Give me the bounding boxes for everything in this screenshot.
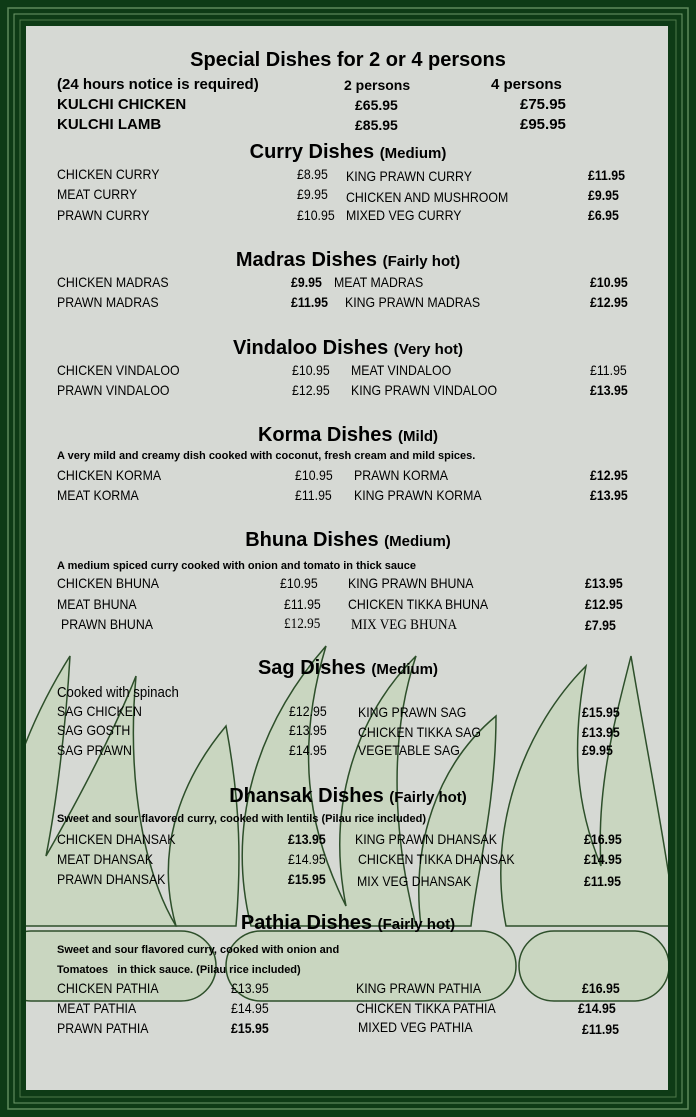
menu-item-name: SAG GOSTH xyxy=(57,722,131,738)
menu-item-price: £10.95 xyxy=(295,467,333,483)
menu-item-name: SAG PRAWN xyxy=(57,742,132,758)
menu-item-name: MEAT VINDALOO xyxy=(351,362,452,378)
menu-item-price: £10.95 xyxy=(280,575,318,591)
menu-item-name: KING PRAWN VINDALOO xyxy=(351,382,498,398)
menu-item-price: £12.95 xyxy=(292,382,330,398)
menu-item-price: £11.95 xyxy=(588,167,626,183)
menu-item-price: £12.95 xyxy=(585,596,623,612)
menu-item-price: £13.95 xyxy=(590,382,628,398)
menu-item-price: £9.95 xyxy=(582,742,613,758)
curry-heading xyxy=(0,141,696,165)
menu-item-price: £11.95 xyxy=(284,596,321,612)
menu-item-price: £9.95 xyxy=(291,274,322,290)
menu-item-price: £15.95 xyxy=(582,704,620,720)
curry-title: Curry Dishes xyxy=(249,141,375,163)
menu-item-name: CHICKEN TIKKA SAG xyxy=(358,724,482,740)
menu-item-price: £12.95 xyxy=(590,294,628,310)
sag-title: Sag Dishes xyxy=(257,657,366,679)
menu-item-name: MEAT PATHIA xyxy=(57,1000,137,1016)
menu-item-price: £9.95 xyxy=(588,187,619,203)
special-item-name: KULCHI CHICKEN xyxy=(57,96,187,113)
sag-heading xyxy=(0,657,696,681)
menu-item-name: CHICKEN DHANSAK xyxy=(57,831,176,847)
menu-item-name: PRAWN CURRY xyxy=(57,207,150,223)
menu-item-price: £13.95 xyxy=(288,831,326,847)
menu-item-name: CHICKEN CURRY xyxy=(57,166,160,182)
bhuna-heading xyxy=(0,529,696,553)
menu-item-price: £16.95 xyxy=(584,831,622,847)
menu-item-price: £8.95 xyxy=(297,166,328,182)
korma-description: A very mild and creamy dish cooked with coconut, fresh cream and mild spices. xyxy=(57,450,476,462)
menu-item-name: MIX VEG DHANSAK xyxy=(357,873,472,889)
menu-item-name: CHICKEN KORMA xyxy=(57,467,162,483)
madras-heading xyxy=(0,249,696,273)
pathia-heading xyxy=(0,912,696,936)
dhansak-heat: (Fairly hot) xyxy=(389,789,467,806)
dhansak-heading xyxy=(0,785,696,809)
menu-item-price: £10.95 xyxy=(590,274,628,290)
menu-item-price: £11.95 xyxy=(291,294,329,310)
special-col-2-persons: 2 persons xyxy=(344,77,411,93)
menu-item-name: MEAT DHANSAK xyxy=(57,851,154,867)
menu-item-price: £13.95 xyxy=(231,980,269,996)
menu-item-name: KING PRAWN PATHIA xyxy=(356,980,482,996)
menu-item-name: CHICKEN VINDALOO xyxy=(57,362,180,378)
menu-item-name: KING PRAWN SAG xyxy=(358,704,467,720)
special-col-4-persons: 4 persons xyxy=(491,76,562,93)
menu-item-name: MEAT KORMA xyxy=(57,487,139,503)
menu-item-price: £14.95 xyxy=(578,1000,616,1016)
menu-item-price: £10.95 xyxy=(297,207,335,223)
menu-item-price: £14.95 xyxy=(584,851,622,867)
dhansak-title: Dhansak Dishes xyxy=(229,785,384,807)
menu-item-name: MIX VEG BHUNA xyxy=(351,617,458,633)
menu-item-name: PRAWN MADRAS xyxy=(57,294,159,310)
sag-description: Cooked with spinach xyxy=(57,684,179,701)
menu-item-name: KING PRAWN CURRY xyxy=(346,168,472,184)
vindaloo-heat: (Very hot) xyxy=(393,341,463,358)
menu-item-price: £11.95 xyxy=(582,1021,620,1037)
menu-item-name: MIXED VEG CURRY xyxy=(346,207,462,223)
menu-item-name: CHICKEN MADRAS xyxy=(57,274,169,290)
pathia-title: Pathia Dishes xyxy=(240,912,373,934)
menu-item-name: PRAWN BHUNA xyxy=(61,616,153,632)
special-item-price-4: £95.95 xyxy=(520,116,566,133)
madras-title: Madras Dishes xyxy=(235,249,378,271)
menu-item-name: MEAT CURRY xyxy=(57,186,138,202)
menu-item-name: VEGETABLE SAG xyxy=(358,742,460,758)
menu-item-price: £14.95 xyxy=(231,1000,269,1016)
korma-heat: (Mild) xyxy=(398,428,439,445)
menu-item-price: £10.95 xyxy=(292,362,330,378)
menu-item-price: £13.95 xyxy=(590,487,628,503)
bhuna-description: A medium spiced curry cooked with onion and tomato in thick sauce xyxy=(57,560,416,572)
korma-title: Korma Dishes xyxy=(257,424,393,446)
menu-item-name: KING PRAWN KORMA xyxy=(354,487,482,503)
menu-item-name: MEAT BHUNA xyxy=(57,596,137,612)
menu-item-price: £11.95 xyxy=(295,487,332,503)
menu-item-name: KING PRAWN BHUNA xyxy=(348,575,474,591)
vindaloo-heading xyxy=(0,337,696,361)
menu-item-price: £16.95 xyxy=(582,980,620,996)
menu-item-price: £11.95 xyxy=(584,873,622,889)
menu-item-name: PRAWN VINDALOO xyxy=(57,382,170,398)
menu-item-name: PRAWN PATHIA xyxy=(57,1020,149,1036)
pathia-description-line-1: Sweet and sour flavored curry, cooked with onion and xyxy=(57,944,340,956)
menu-item-price: £13.95 xyxy=(289,722,327,738)
menu-item-name: CHICKEN PATHIA xyxy=(57,980,159,996)
menu-item-price: £13.95 xyxy=(585,575,623,591)
special-note: (24 hours notice is required) xyxy=(57,76,259,93)
menu-item-price: £15.95 xyxy=(288,871,326,887)
pathia-description-line-2: Tomatoes in thick sauce. (Pilau rice included) xyxy=(57,964,301,976)
vindaloo-title: Vindaloo Dishes xyxy=(233,337,389,359)
menu-item-name: PRAWN DHANSAK xyxy=(57,871,166,887)
special-item-price-4: £75.95 xyxy=(520,96,566,113)
menu-item-price: £6.95 xyxy=(588,207,619,223)
curry-heat: (Medium) xyxy=(379,145,447,162)
special-item-name: KULCHI LAMB xyxy=(57,116,162,133)
menu-item-price: £12.95 xyxy=(284,616,321,632)
special-item-price-2: £65.95 xyxy=(355,97,398,113)
menu-item-price: £12.95 xyxy=(289,703,327,719)
menu-item-name: CHICKEN TIKKA PATHIA xyxy=(356,1000,496,1016)
menu-item-price: £14.95 xyxy=(289,742,327,758)
menu-item-name: CHICKEN TIKKA DHANSAK xyxy=(358,851,515,867)
menu-item-name: CHICKEN AND MUSHROOM xyxy=(346,189,509,205)
menu-item-price: £11.95 xyxy=(590,362,627,378)
pathia-heat: (Fairly hot) xyxy=(377,916,456,933)
bhuna-title: Bhuna Dishes xyxy=(245,529,379,551)
bhuna-heat: (Medium) xyxy=(384,533,451,550)
menu-item-name: SAG CHICKEN xyxy=(57,703,142,719)
menu-item-price: £12.95 xyxy=(590,467,628,483)
menu-item-price: £15.95 xyxy=(231,1020,269,1036)
korma-heading xyxy=(0,424,696,448)
menu-item-price: £13.95 xyxy=(582,724,620,740)
madras-heat: (Fairly hot) xyxy=(382,253,461,270)
special-title: Special Dishes for 2 or 4 persons xyxy=(190,49,506,71)
menu-item-name: KING PRAWN MADRAS xyxy=(345,294,481,310)
menu-item-name: MEAT MADRAS xyxy=(334,274,424,290)
special-item-price-2: £85.95 xyxy=(355,117,398,133)
menu-item-price: £9.95 xyxy=(297,186,328,202)
sag-heat: (Medium) xyxy=(371,661,439,678)
dhansak-description: Sweet and sour flavored curry, cooked with lentils (Pilau rice included) xyxy=(57,813,426,825)
menu-item-name: KING PRAWN DHANSAK xyxy=(355,831,497,847)
menu-item-price: £14.95 xyxy=(288,851,326,867)
menu-item-price: £7.95 xyxy=(585,617,616,633)
menu-item-name: PRAWN KORMA xyxy=(354,467,449,483)
menu-item-name: CHICKEN TIKKA BHUNA xyxy=(348,596,489,612)
menu-item-name: MIXED VEG PATHIA xyxy=(358,1019,473,1035)
menu-item-name: CHICKEN BHUNA xyxy=(57,575,159,591)
